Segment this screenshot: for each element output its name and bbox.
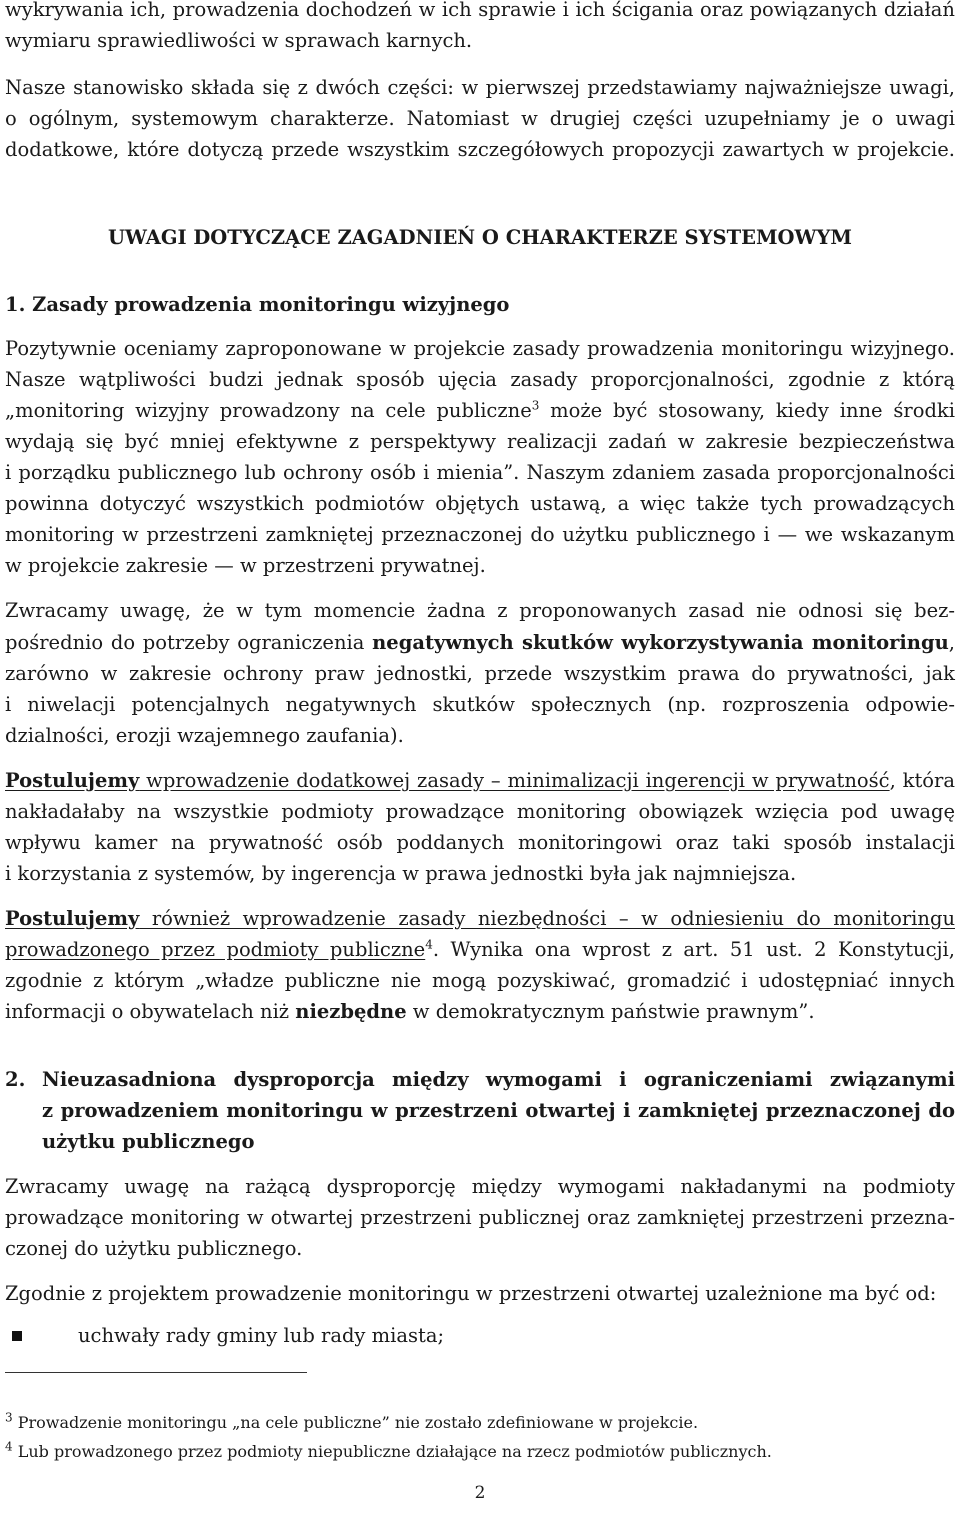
footnote-text: Lub prowadzonego przez podmioty niepubliczne działające na rzecz podmiotów publicznych. xyxy=(12,1442,772,1461)
paragraph-line: Nasze stanowisko składa się z dwóch części: w pierwszej przedstawiamy najważniejsze uwagi, xyxy=(5,76,955,99)
paragraph-line: i korzystania z systemów, by ingerencja w prawa jednostki była jak najmniejsza. xyxy=(5,862,797,885)
paragraph-line xyxy=(5,996,955,1027)
paragraph-line xyxy=(5,395,955,426)
paragraph-line: zgodnie z którym „władze publiczne nie mogą pozyskiwać, gromadzić i udostępniać innych xyxy=(5,969,955,992)
list-item: uchwały rady gminy lub rady miasta; xyxy=(78,1324,445,1347)
footnote-number: 4 xyxy=(5,1439,13,1454)
paragraph-line: Zgodnie z projektem prowadzenie monitoringu w przestrzeni otwartej uzależnione ma być od: xyxy=(5,1282,937,1305)
subsection-heading-2: Nieuzasadniona dysproporcja między wymogami i ograniczeniami związanymi xyxy=(42,1068,955,1091)
paragraph-line: dodatkowe, które dotyczą przede wszystkim szczegółowych propozycji zawartych w projekcie. xyxy=(5,138,955,161)
quote-text-cont: może być stosowany, kiedy inne środki xyxy=(539,399,955,422)
paragraph-line xyxy=(5,627,955,658)
text-span: w demokratycznym państwie prawnym”. xyxy=(406,1000,815,1023)
postulate-label: Postulujemy xyxy=(5,769,140,792)
postulate-label: Postulujemy xyxy=(5,907,140,930)
footnote-ref-4[interactable]: 4 xyxy=(425,937,433,952)
paragraph-line xyxy=(5,934,955,965)
footnote-text: Prowadzenie monitoringu „na cele publiczne” nie zostało zdefiniowane w projekcie. xyxy=(12,1413,699,1432)
underlined-text: wprowadzenie dodatkowej zasady – minimalizacji ingerencji w prywatność xyxy=(139,769,890,792)
paragraph-line: dzialności, erozji wzajemnego zaufania). xyxy=(5,724,404,747)
paragraph-line: nakładałaby na wszystkie podmioty prowadzące monitoring obowiązek wzięcia pod uwagę xyxy=(5,800,955,823)
paragraph-line: i porządku publicznego lub ochrony osób i mienia”. Naszym zdaniem zasada proporcjonalności xyxy=(5,461,955,484)
paragraph-line: prowadzące monitoring w otwartej przestrzeni publicznej oraz zamkniętej przestrzeni przezna- xyxy=(5,1206,955,1229)
paragraph-line: w projekcie zakresie — w przestrzeni prywatnej. xyxy=(5,554,486,577)
subsection-heading-2: z prowadzeniem monitoringu w przestrzeni otwartej i zamkniętej przeznaczonej do xyxy=(42,1099,955,1122)
paragraph-line: o ogólnym, systemowym charakterze. Natomiast w drugiej części uzupełniamy je o uwagi xyxy=(5,107,955,130)
paragraph-line xyxy=(5,903,955,934)
emphasis-text: niezbędne xyxy=(295,1000,407,1023)
page-number: 2 xyxy=(474,1483,486,1503)
text-span: , która xyxy=(889,769,955,792)
paragraph-line: wykrywania ich, prowadzenia dochodzeń w ich sprawie i ich ścigania oraz powiązanych działań xyxy=(5,0,955,21)
paragraph-line: i niwelacji potencjalnych negatywnych skutków społecznych (np. rozproszenia odpowie- xyxy=(5,693,955,716)
underlined-text: prowadzonego przez podmioty publiczne xyxy=(5,938,426,961)
paragraph-line: Nasze wątpliwości budzi jednak sposób ujęcia zasady proporcjonalności, zgodnie z którą xyxy=(5,368,955,391)
subsection-heading-2: użytku publicznego xyxy=(42,1130,255,1153)
footnote-4 xyxy=(5,1441,772,1463)
text-span: . Wynika ona wprost z art. 51 ust. 2 Konstytucji, xyxy=(432,938,955,961)
subsection-number-2: 2. xyxy=(5,1068,26,1091)
text-span: , xyxy=(948,631,955,654)
paragraph-line: Pozytywnie oceniamy zaproponowane w projekcie zasady prowadzenia monitoringu wizyjnego. xyxy=(5,337,955,360)
bullet-square-icon xyxy=(12,1331,22,1341)
text-span: informacji o obywatelach niż xyxy=(5,1000,296,1023)
paragraph-line: czonej do użytku publicznego. xyxy=(5,1237,303,1260)
paragraph-line: Zwracamy uwagę na rażącą dysproporcję między wymogami nakładanymi na podmioty xyxy=(5,1175,955,1198)
paragraph-line: powinna dotyczyć wszystkich podmiotów objętych ustawą, a więc także tych prowadzących xyxy=(5,492,955,515)
paragraph-line xyxy=(5,765,955,796)
paragraph-line: Zwracamy uwagę, że w tym momencie żadna z proponowanych zasad nie odnosi się bez- xyxy=(5,599,955,622)
subsection-heading-1: 1. Zasady prowadzenia monitoringu wizyjnego xyxy=(5,293,510,316)
quote-text: „monitoring wizyjny prowadzony na cele publiczne xyxy=(5,399,532,422)
text-span: pośrednio do potrzeby ograniczenia xyxy=(5,631,373,654)
footnote-number: 3 xyxy=(5,1410,13,1425)
paragraph-line: monitoring w przestrzeni zamkniętej przeznaczonej do użytku publicznego i — we wskazanym xyxy=(5,523,955,546)
paragraph-line: wymiaru sprawiedliwości w sprawach karnych. xyxy=(5,29,473,52)
footnote-ref-3[interactable]: 3 xyxy=(531,398,540,413)
section-heading: UWAGI DOTYCZĄCE ZAGADNIEŃ O CHARAKTERZE SYSTEMOWYM xyxy=(108,226,852,249)
emphasis-text: negatywnych skutków wykorzystywania monitoringu xyxy=(372,631,949,654)
paragraph-line: wydają się być mniej efektywne z perspektywy realizacji zadań w zakresie bezpieczeństwa xyxy=(5,430,955,453)
footnote-3 xyxy=(5,1412,698,1434)
footnote-separator xyxy=(5,1372,307,1373)
paragraph-line: wpływu kamer na prywatność osób poddanych monitoringowi oraz taki sposób instalacji xyxy=(5,831,955,854)
paragraph-line: zarówno w zakresie ochrony praw jednostki, przede wszystkim prawa do prywatności, jak xyxy=(5,662,955,685)
underlined-text: również wprowadzenie zasady niezbędności – w odniesieniu do monitoringu xyxy=(139,907,955,930)
